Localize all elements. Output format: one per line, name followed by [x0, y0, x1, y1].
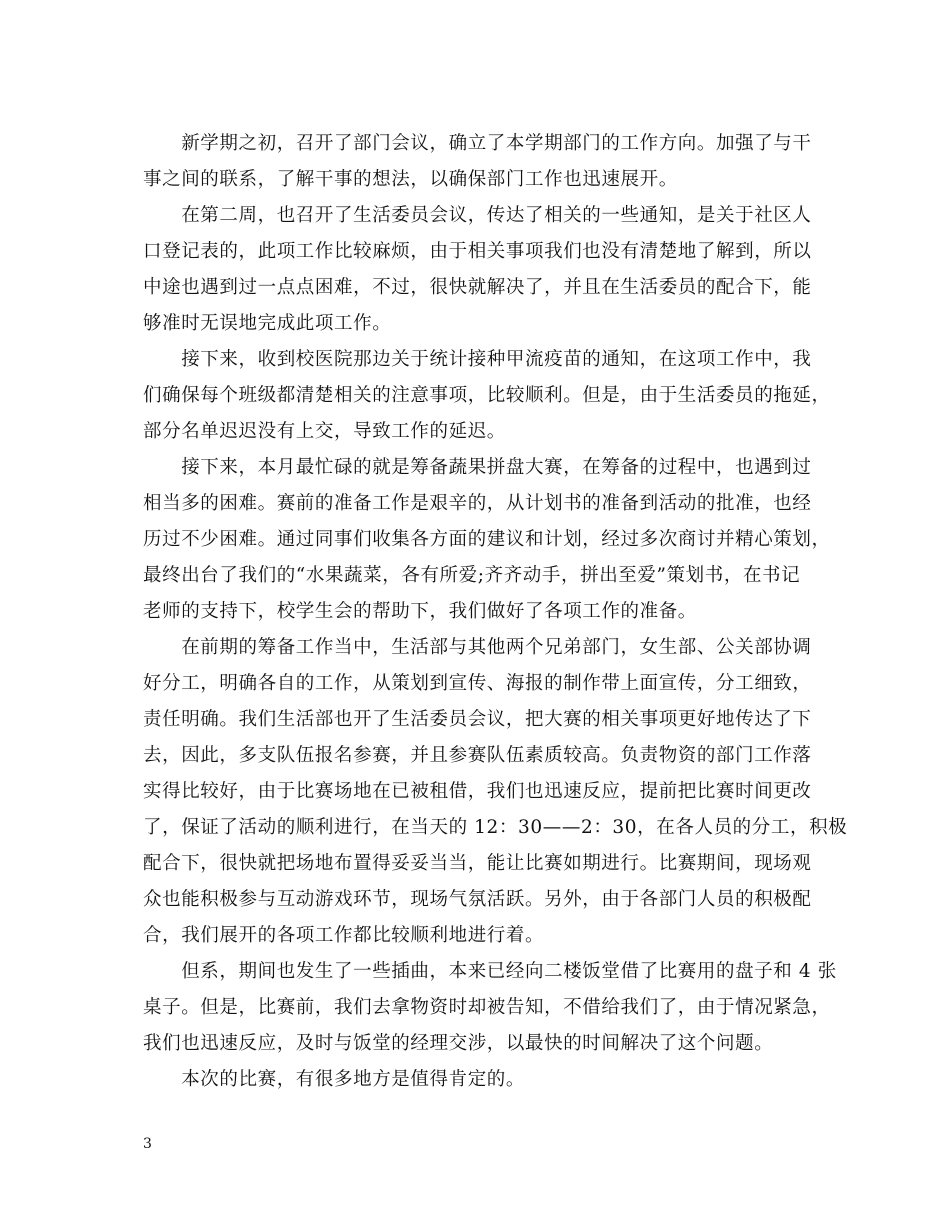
- text-line: 本次的比赛，有很多地方是值得肯定的。: [143, 1069, 526, 1090]
- text-line: 最终出台了我们的“水果蔬菜，各有所爱;齐齐动手，拼出至爱”策划书，在书记: [143, 565, 801, 586]
- text-line: 事之间的联系，了解干事的想法，以确保部门工作也迅速展开。: [143, 169, 678, 190]
- text-line: 在前期的筹备工作当中，生活部与其他两个兄弟部门，女生部、公关部协调: [143, 637, 812, 658]
- text-line: 新学期之初，召开了部门会议，确立了本学期部门的工作方向。加强了与干: [143, 133, 812, 154]
- text-line: 相当多的困难。赛前的准备工作是艰辛的，从计划书的准备到活动的批准，也经: [143, 493, 812, 514]
- text-line: 好分工，明确各自的工作，从策划到宣传、海报的制作带上面宣传，分工细致，: [143, 673, 812, 694]
- text-line: 配合下，很快就把场地布置得妥妥当当，能让比赛如期进行。比赛期间，现场观: [143, 853, 812, 874]
- text-line: 接下来，收到校医院那边关于统计接种甲流疫苗的通知，在这项工作中，我: [143, 349, 812, 370]
- text-line: 口登记表的，此项工作比较麻烦，由于相关事项我们也没有清楚地了解到，所以: [143, 241, 812, 262]
- text-line: 中途也遇到过一点点困难，不过，很快就解决了，并且在生活委员的配合下，能: [143, 277, 812, 298]
- text-line: 但系，期间也发生了一些插曲，本来已经向二楼饭堂借了比赛用的盘子和 4 张: [143, 961, 837, 982]
- text-line: 部分名单迟迟没有上交，导致工作的延迟。: [143, 421, 506, 442]
- text-line: 历过不少困难。通过同事们收集各方面的建议和计划，经过多次商讨并精心策划，: [143, 529, 831, 550]
- text-line: 我们也迅速反应，及时与饭堂的经理交涉，以最快的时间解决了这个问题。: [143, 1033, 774, 1054]
- text-line: 了，保证了活动的顺利进行，在当天的 12：30——2：30，在各人员的分工，积极: [143, 817, 848, 838]
- text-line: 接下来，本月最忙碌的就是筹备蔬果拼盘大赛，在筹备的过程中，也遇到过: [143, 457, 812, 478]
- text-line: 合，我们展开的各项工作都比较顺利地进行着。: [143, 925, 545, 946]
- text-line: 够准时无误地完成此项工作。: [143, 313, 392, 334]
- text-line: 去，因此，多支队伍报名参赛，并且参赛队伍素质较高。负责物资的部门工作落: [143, 745, 812, 766]
- text-line: 桌子。但是，比赛前，我们去拿物资时却被告知，不借给我们了，由于情况紧急，: [143, 997, 831, 1018]
- text-line: 责任明确。我们生活部也开了生活委员会议，把大赛的相关事项更好地传达了下: [143, 709, 812, 730]
- text-line: 们确保每个班级都清楚相关的注意事项，比较顺利。但是，由于生活委员的拖延，: [143, 385, 831, 406]
- text-line: 实得比较好，由于比赛场地在已被租借，我们也迅速反应，提前把比赛时间更改: [143, 781, 812, 802]
- text-line: 在第二周，也召开了生活委员会议，传达了相关的一些通知，是关于社区人: [143, 205, 812, 226]
- text-line: 老师的支持下，校学生会的帮助下，我们做好了各项工作的准备。: [143, 601, 697, 622]
- text-line: 众也能积极参与互动游戏环节，现场气氛活跃。另外，由于各部门人员的积极配: [143, 889, 812, 910]
- page-number: 3: [143, 1136, 152, 1152]
